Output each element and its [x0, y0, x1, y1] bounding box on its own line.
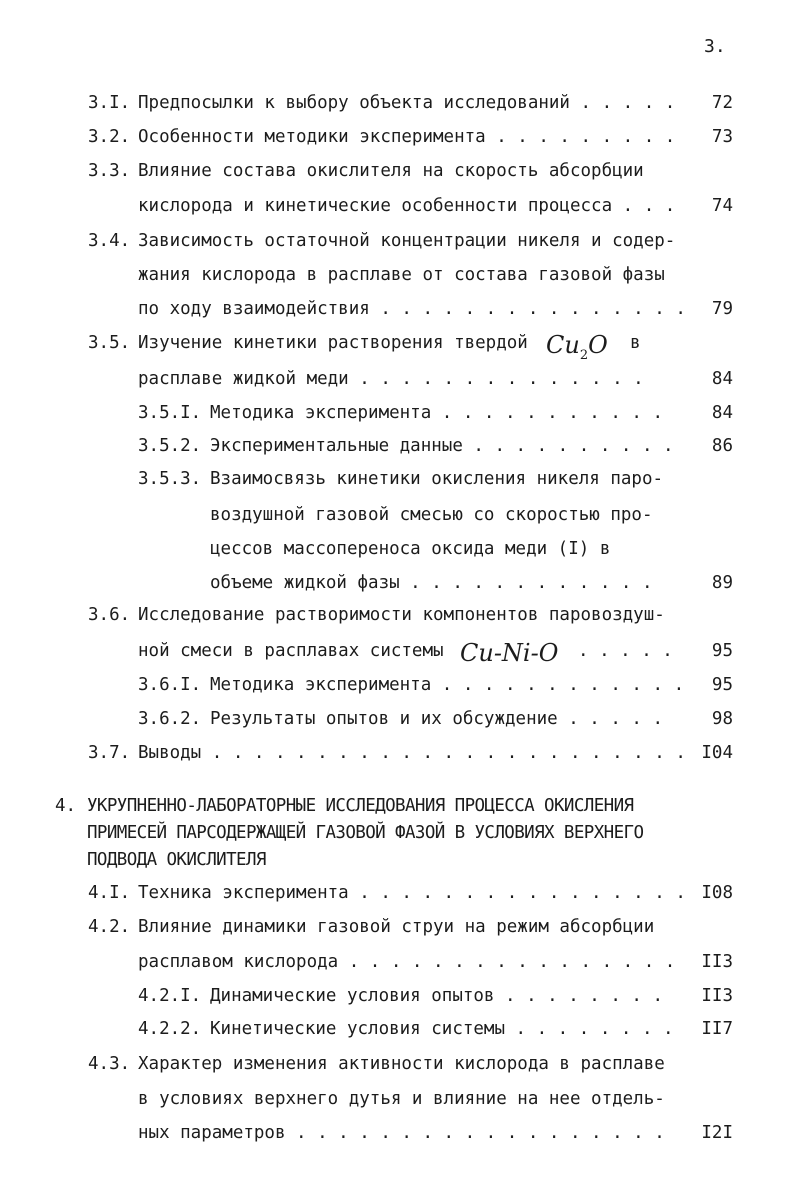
entry-title: Характер изменения активности кислорода в расплаве — [138, 1054, 665, 1074]
entry-number: 3.6.2. — [138, 709, 202, 729]
toc-entry — [0, 124, 793, 150]
toc-entry — [0, 880, 793, 906]
toc-entry-continuation — [0, 536, 793, 562]
entry-page: II3 — [701, 986, 733, 1006]
toc-entry — [0, 90, 793, 116]
entry-title: Кинетические условия системы . . . . . . . . — [210, 1019, 674, 1039]
entry-title: объеме жидкой фазы . . . . . . . . . . . . — [210, 573, 653, 593]
entry-number: 4.2.2. — [138, 1019, 202, 1039]
entry-number: 4.I. — [88, 883, 131, 903]
entry-page: 74 — [711, 196, 733, 216]
toc-entry — [0, 228, 793, 254]
entry-title: цессов массопереноса оксида меди (I) в — [210, 539, 611, 559]
toc-subentry — [0, 400, 793, 426]
toc-entry-continuation — [0, 262, 793, 288]
entry-title: Результаты опытов и их обсуждение . . . . . — [210, 709, 664, 729]
entry-title: Взаимосвязь кинетики окисления никеля паро- — [210, 469, 664, 489]
entry-title: Исследование растворимости компонентов паровоздуш- — [138, 605, 665, 625]
entry-title: Влияние состава окислителя на скорость абсорбции — [138, 161, 644, 181]
entry-title-tail: в — [630, 333, 641, 353]
entry-title: Особенности методики эксперимента . . . . . . . . . — [138, 127, 676, 147]
entry-title: Изучение кинетики растворения твердой — [138, 333, 528, 353]
entry-title: Методика эксперимента . . . . . . . . . . . — [210, 403, 664, 423]
page-number: 3. — [704, 36, 726, 57]
entry-title: кислорода и кинетические особенности процесса . . . — [138, 196, 676, 216]
toc-entry-continuation — [0, 1086, 793, 1112]
toc-subentry — [0, 983, 793, 1009]
formula-cu-ni-o: Cu-Ni-O — [460, 639, 559, 667]
chapter-number: 4. — [55, 796, 77, 816]
toc-entry-continuation — [0, 570, 793, 596]
entry-title: Выводы . . . . . . . . . . . . . . . . . . . . . . . — [138, 743, 686, 763]
toc-entry-continuation — [0, 1120, 793, 1146]
entry-number: 3.I. — [88, 93, 131, 113]
toc-entry-continuation — [0, 502, 793, 528]
entry-title: Динамические условия опытов . . . . . . . . — [210, 986, 664, 1006]
toc-entry — [0, 602, 793, 628]
toc-entry-continuation — [0, 949, 793, 975]
entry-page: 84 — [711, 369, 733, 389]
entry-title: по ходу взаимодействия . . . . . . . . . . . . . . . — [138, 299, 686, 319]
entry-page: 98 — [711, 709, 733, 729]
entry-title: в условиях верхнего дутья и влияние на нее отдель- — [138, 1089, 665, 1109]
entry-page: 79 — [711, 299, 733, 319]
entry-title: жания кислорода в расплаве от состава газовой фазы — [138, 265, 665, 285]
entry-number: 4.3. — [88, 1054, 131, 1074]
entry-number: 3.5.3. — [138, 469, 202, 489]
entry-page: 86 — [711, 436, 733, 456]
entry-number: 3.5.2. — [138, 436, 202, 456]
entry-number: 3.5.I. — [138, 403, 202, 423]
entry-number: 3.4. — [88, 231, 131, 251]
entry-page: I08 — [701, 883, 733, 903]
entry-title: Экспериментальные данные . . . . . . . . . . — [210, 436, 674, 456]
entry-title: ной смеси в расплавах системы — [138, 641, 444, 661]
chapter-heading-continuation — [0, 847, 793, 873]
toc-entry-continuation — [0, 193, 793, 219]
chapter-title-line: ПРИМЕСЕЙ ПАРСОДЕРЖАЩЕЙ ГАЗОВОЙ ФАЗОЙ В УСЛОВИЯХ ВЕРХНЕГО — [87, 823, 644, 843]
entry-number: 3.6. — [88, 605, 131, 625]
toc-entry — [0, 1051, 793, 1077]
entry-page: II3 — [701, 952, 733, 972]
entry-title: воздушной газовой смесью со скоростью про- — [210, 505, 653, 525]
entry-title: Техника эксперимента . . . . . . . . . . . . . . . . — [138, 883, 686, 903]
entry-title: расплавом кислорода . . . . . . . . . . . . . . . . — [138, 952, 676, 972]
toc-entry-continuation — [0, 638, 793, 667]
toc-subentry — [0, 672, 793, 698]
entry-title: Предпосылки к выбору объекта исследований . . . . . — [138, 93, 676, 113]
toc-entry — [0, 740, 793, 766]
entry-title: Влияние динамики газовой струи на режим абсорбции — [138, 917, 655, 937]
entry-page: 84 — [711, 403, 733, 423]
entry-number: 3.7. — [88, 743, 131, 763]
entry-number: 3.3. — [88, 161, 131, 181]
toc-entry — [0, 330, 793, 363]
entry-title: ных параметров . . . . . . . . . . . . . . . . . . — [138, 1123, 665, 1143]
entry-page: II7 — [701, 1019, 733, 1039]
entry-leader: . . . . . — [578, 641, 673, 661]
toc-subentry — [0, 1016, 793, 1042]
toc-entry — [0, 158, 793, 184]
entry-page: 95 — [711, 675, 733, 695]
entry-page: I2I — [701, 1123, 733, 1143]
toc-subentry — [0, 466, 793, 492]
chapter-title-line: УКРУПНЕННО-ЛАБОРАТОРНЫЕ ИССЛЕДОВАНИЯ ПРОЦЕССА ОКИСЛЕНИЯ — [87, 796, 634, 816]
entry-number: 4.2. — [88, 917, 131, 937]
chapter-heading — [0, 793, 793, 819]
toc-entry-continuation — [0, 296, 793, 322]
formula-cu2o: $Cu_2O$ — [546, 331, 608, 363]
entry-page: 72 — [711, 93, 733, 113]
toc-entry-continuation — [0, 366, 793, 392]
entry-title: расплаве жидкой меди . . . . . . . . . . . . . . — [138, 369, 644, 389]
entry-number: 3.5. — [88, 333, 131, 353]
entry-title: Методика эксперимента . . . . . . . . . . . . — [210, 675, 685, 695]
entry-page: 95 — [711, 641, 733, 661]
entry-number: 3.6.I. — [138, 675, 202, 695]
toc-subentry — [0, 706, 793, 732]
entry-page: I04 — [701, 743, 733, 763]
entry-number: 4.2.I. — [138, 986, 202, 1006]
entry-page: 73 — [711, 127, 733, 147]
entry-title: Зависимость остаточной концентрации никеля и содер- — [138, 231, 676, 251]
entry-page: 89 — [711, 573, 733, 593]
toc-subentry — [0, 433, 793, 459]
chapter-title-line: ПОДВОДА ОКИСЛИТЕЛЯ — [87, 850, 266, 870]
entry-number: 3.2. — [88, 127, 131, 147]
toc-entry — [0, 914, 793, 940]
chapter-heading-continuation — [0, 820, 793, 846]
